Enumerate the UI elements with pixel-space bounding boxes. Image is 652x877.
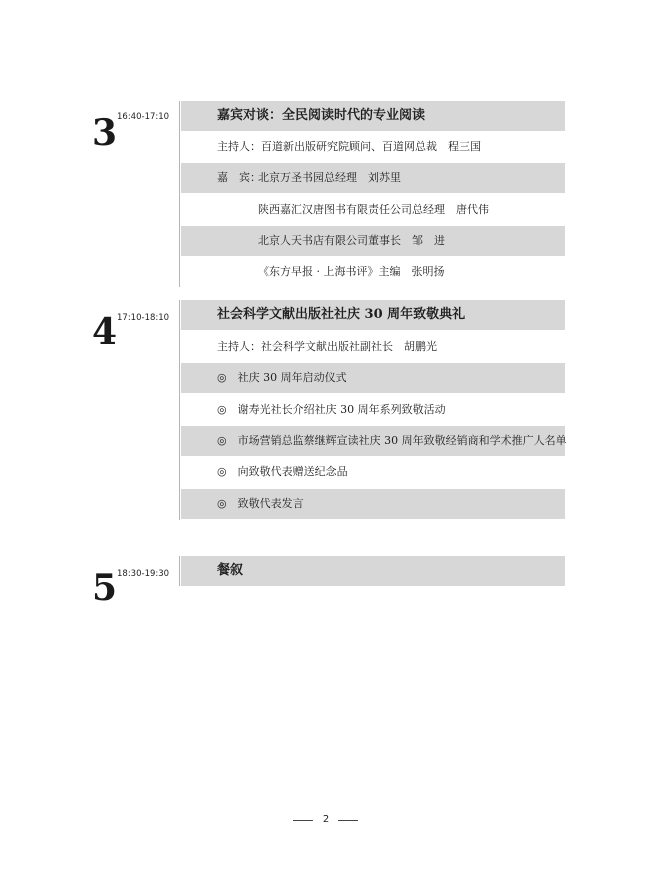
guest-row — [181, 257, 565, 287]
divider-line — [179, 101, 180, 287]
session-time: 18:30-19:30 — [117, 569, 170, 579]
host-text: 主持人：百道新出版研究院顾问、百道网总裁 程三国 — [217, 140, 481, 153]
guests-label: 嘉 宾： — [217, 171, 261, 184]
agenda-item — [181, 395, 565, 425]
session-title-row — [181, 556, 565, 586]
host-row — [181, 332, 565, 362]
agenda-item-text: ◎ 向致敬代表赠送纪念品 — [217, 465, 348, 478]
page-number: 2 — [322, 814, 330, 825]
session-time: 17:10-18:10 — [117, 313, 170, 323]
guest-row — [181, 163, 565, 193]
host-row — [181, 132, 565, 162]
agenda-item — [181, 426, 565, 456]
session-time: 16:40-17:10 — [117, 112, 170, 122]
guest-name: 北京人天书店有限公司董事长 邹 进 — [258, 234, 445, 247]
agenda-item-text: ◎ 市场营销总监蔡继辉宣读社庆 30 周年致敬经销商和学术推广人名单 — [217, 434, 567, 447]
session-title-row — [181, 300, 565, 330]
session-number: 3 — [92, 112, 118, 154]
agenda-item — [181, 457, 565, 487]
agenda-item-text: ◎ 致敬代表发言 — [217, 497, 304, 510]
session-title: 嘉宾对谈：全民阅读时代的专业阅读 — [217, 108, 426, 123]
session-number: 5 — [92, 567, 118, 609]
guest-name: 北京万圣书园总经理 刘苏里 — [258, 171, 401, 184]
agenda-item-text: ◎ 社庆 30 周年启动仪式 — [217, 371, 347, 384]
session-title: 餐叙 — [217, 563, 244, 578]
session-title: 社会科学文献出版社社庆 30 周年致敬典礼 — [217, 307, 466, 322]
session-title-row — [181, 101, 565, 131]
divider-line — [179, 300, 180, 520]
guest-name: 陕西嘉汇汉唐图书有限责任公司总经理 唐代伟 — [258, 203, 489, 216]
agenda-item-text: ◎ 谢寿光社长介绍社庆 30 周年系列致敬活动 — [217, 403, 446, 416]
guest-row — [181, 226, 565, 256]
page-footer — [0, 812, 652, 828]
agenda-item — [181, 489, 565, 519]
divider-line — [179, 556, 180, 586]
agenda-item — [181, 363, 565, 393]
session-number: 4 — [92, 311, 118, 353]
footer-dash-right — [338, 820, 358, 821]
guest-name: 《东方早报 · 上海书评》主编 张明扬 — [258, 265, 445, 278]
guest-row — [181, 195, 565, 225]
host-text: 主持人：社会科学文献出版社副社长 胡鹏光 — [217, 340, 437, 353]
